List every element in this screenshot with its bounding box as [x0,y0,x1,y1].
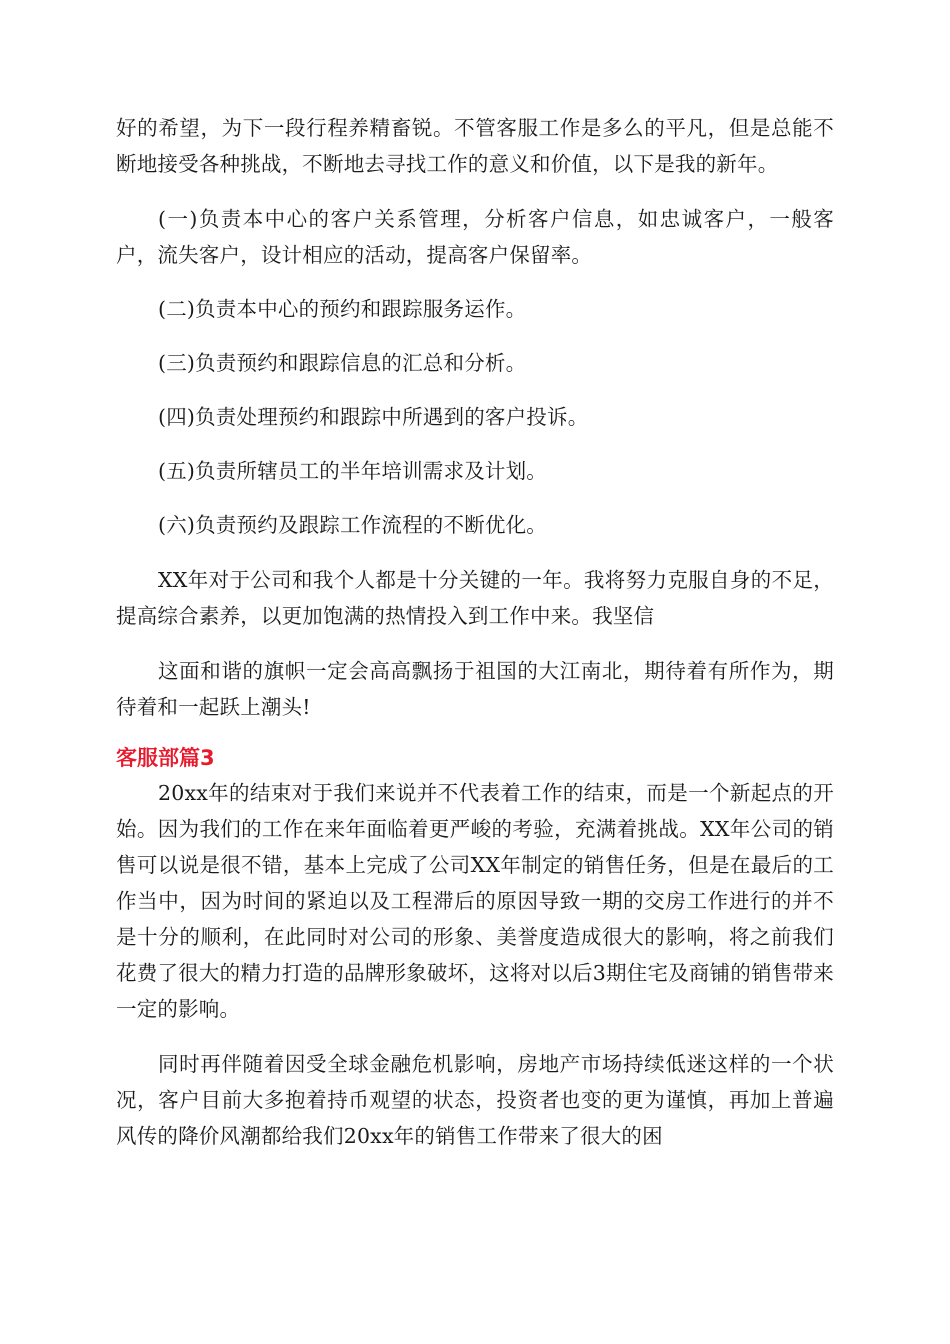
list-item-1: (一)负责本中心的客户关系管理，分析客户信息，如忠诚客户，一般客户，流失客户，设计相应的活动，提高客户保留率。 [116,207,834,267]
paragraph-market-situation: 同时再伴随着因受全球金融危机影响，房地产市场持续低迷这样的一个状况，客户目前大多抱着持币观望的状态，投资者也变的更为谨慎，再加上普遍风传的降价风潮都给我们20xx年的销售工作带来了很大的困 [116,1052,834,1148]
paragraph-continuation: 好的希望，为下一段行程养精畜锐。不管客服工作是多么的平凡，但是总能不断地接受各种挑战，不断地去寻找工作的意义和价值，以下是我的新年。 [116,116,834,176]
list-item-6: (六)负责预约及跟踪工作流程的不断优化。 [158,513,547,537]
section-heading: 客服部篇3 [116,746,215,770]
paragraph-commitment: XX年对于公司和我个人都是十分关键的一年。我将努力克服自身的不足，提高综合素养，以更加饱满的热情投入到工作中来。我坚信 [116,568,834,628]
list-item-2: (二)负责本中心的预约和跟踪服务运作。 [158,297,527,321]
paragraph-closing: 这面和谐的旗帜一定会高高飘扬于祖国的大江南北，期待着有所作为，期待着和一起跃上潮头! [116,659,834,719]
paragraph-year-summary: 20xx年的结束对于我们来说并不代表着工作的结束，而是一个新起点的开始。因为我们的工作在来年面临着更严峻的考验，充满着挑战。XX年公司的销售可以说是很不错，基本上完成了公司XX年制定的销售任务，但是在最后的工作当中，因为时间的紧迫以及工程滞后的原因导致一期的交房工作进行的并不是十分的顺利，在此同时对公司的形象、美誉度造成很大的影响，将之前我们花费了很大的精力打造的品牌形象破坏，这将对以后3期住宅及商铺的销售带来一定的影响。 [116,781,834,1021]
list-item-4: (四)负责处理预约和跟踪中所遇到的客户投诉。 [158,405,589,429]
list-item-5: (五)负责所辖员工的半年培训需求及计划。 [158,459,547,483]
list-item-3: (三)负责预约和跟踪信息的汇总和分析。 [158,351,527,375]
document-page [116,110,834,1154]
